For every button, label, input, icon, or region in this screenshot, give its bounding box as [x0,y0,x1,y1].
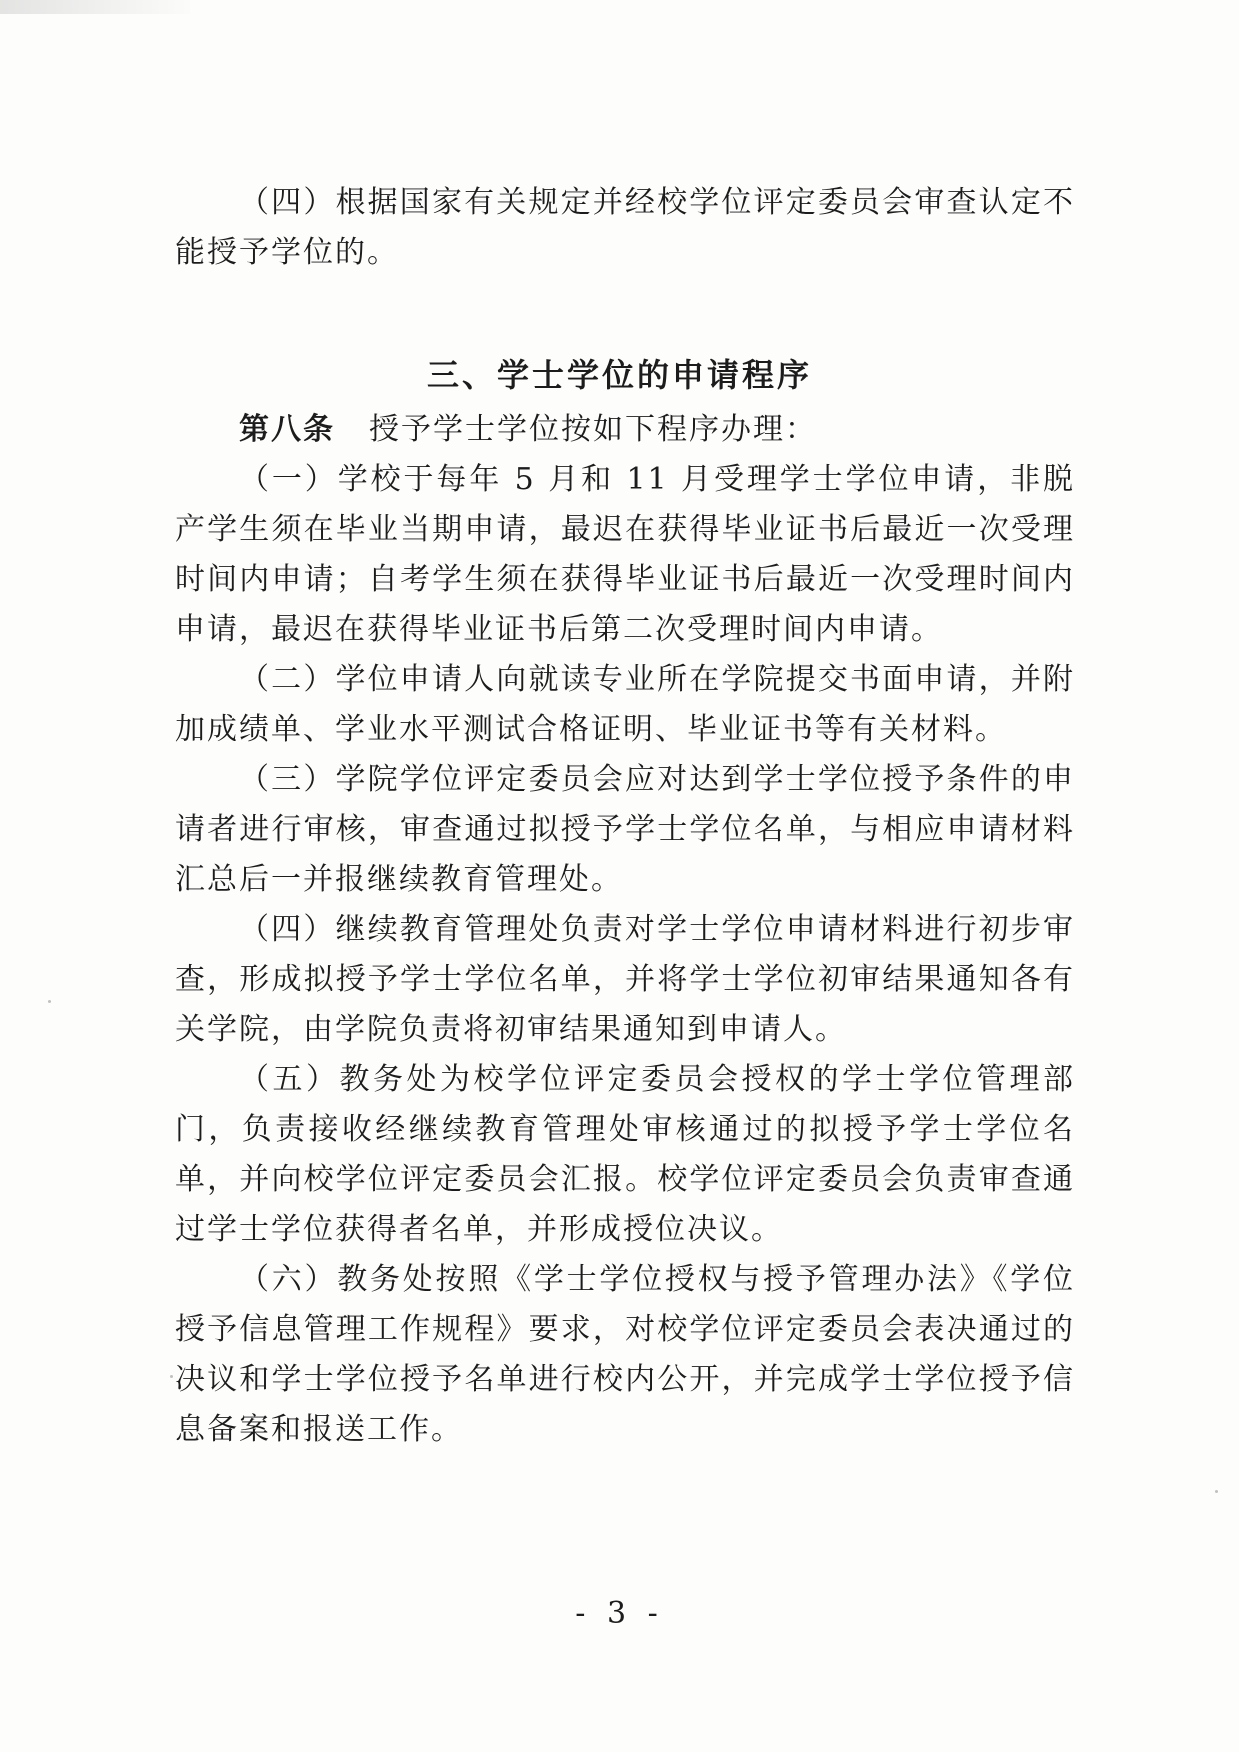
procedure-item-4: （四）继续教育管理处负责对学士学位申请材料进行初步审查，形成拟授予学士学位名单，并将学士学位初审结果通知各有关学院，由学院负责将初审结果通知到申请人。 [175,912,1075,1047]
procedure-item-1: （一）学校于每年 5 月和 11 月受理学士学位申请，非脱产学生须在毕业当期申请，最迟在获得毕业证书后最近一次受理时间内申请；自考学生须在获得毕业证书后最近一次受理时间内申请，最迟在获得毕业证书后第二次受理时间内申请。 [175,462,1075,647]
scan-speck [48,1000,51,1003]
procedure-item-6: （六）教务处按照《学士学位授权与授予管理办法》《学位授予信息管理工作规程》要求，对校学位评定委员会表决通过的决议和学士学位授予名单进行校内公开，并完成学士学位授予信息备案和报送工作。 [175,1262,1075,1447]
article-text: 授予学士学位按如下程序办理： [369,412,817,447]
article-8 [175,405,1075,455]
scan-edge-mark [0,0,190,14]
procedure-item-3: （三）学院学位评定委员会应对达到学士学位授予条件的申请者进行审核，审查通过拟授予学士学位名单，与相应申请材料汇总后一并报继续教育管理处。 [175,762,1075,897]
scan-speck [170,1375,173,1378]
procedure-item-5: （五）教务处为校学位评定委员会授权的学士学位管理部门，负责接收经继续教育管理处审核通过的拟授予学士学位名单，并向校学位评定委员会汇报。校学位评定委员会负责审查通过学士学位获得者名单，并形成授位决议。 [175,1062,1075,1247]
scan-speck [1215,1490,1218,1493]
page-number: - 3 - [575,1596,664,1631]
article-label: 第八条 [239,412,335,447]
section-heading: 三、学士学位的申请程序 [426,356,812,394]
paragraph-item-4-continued: （四）根据国家有关规定并经校学位评定委员会审查认定不能授予学位的。 [175,185,1075,270]
procedure-item-2: （二）学位申请人向就读专业所在学院提交书面申请，并附加成绩单、学业水平测试合格证明、毕业证书等有关材料。 [175,662,1075,747]
